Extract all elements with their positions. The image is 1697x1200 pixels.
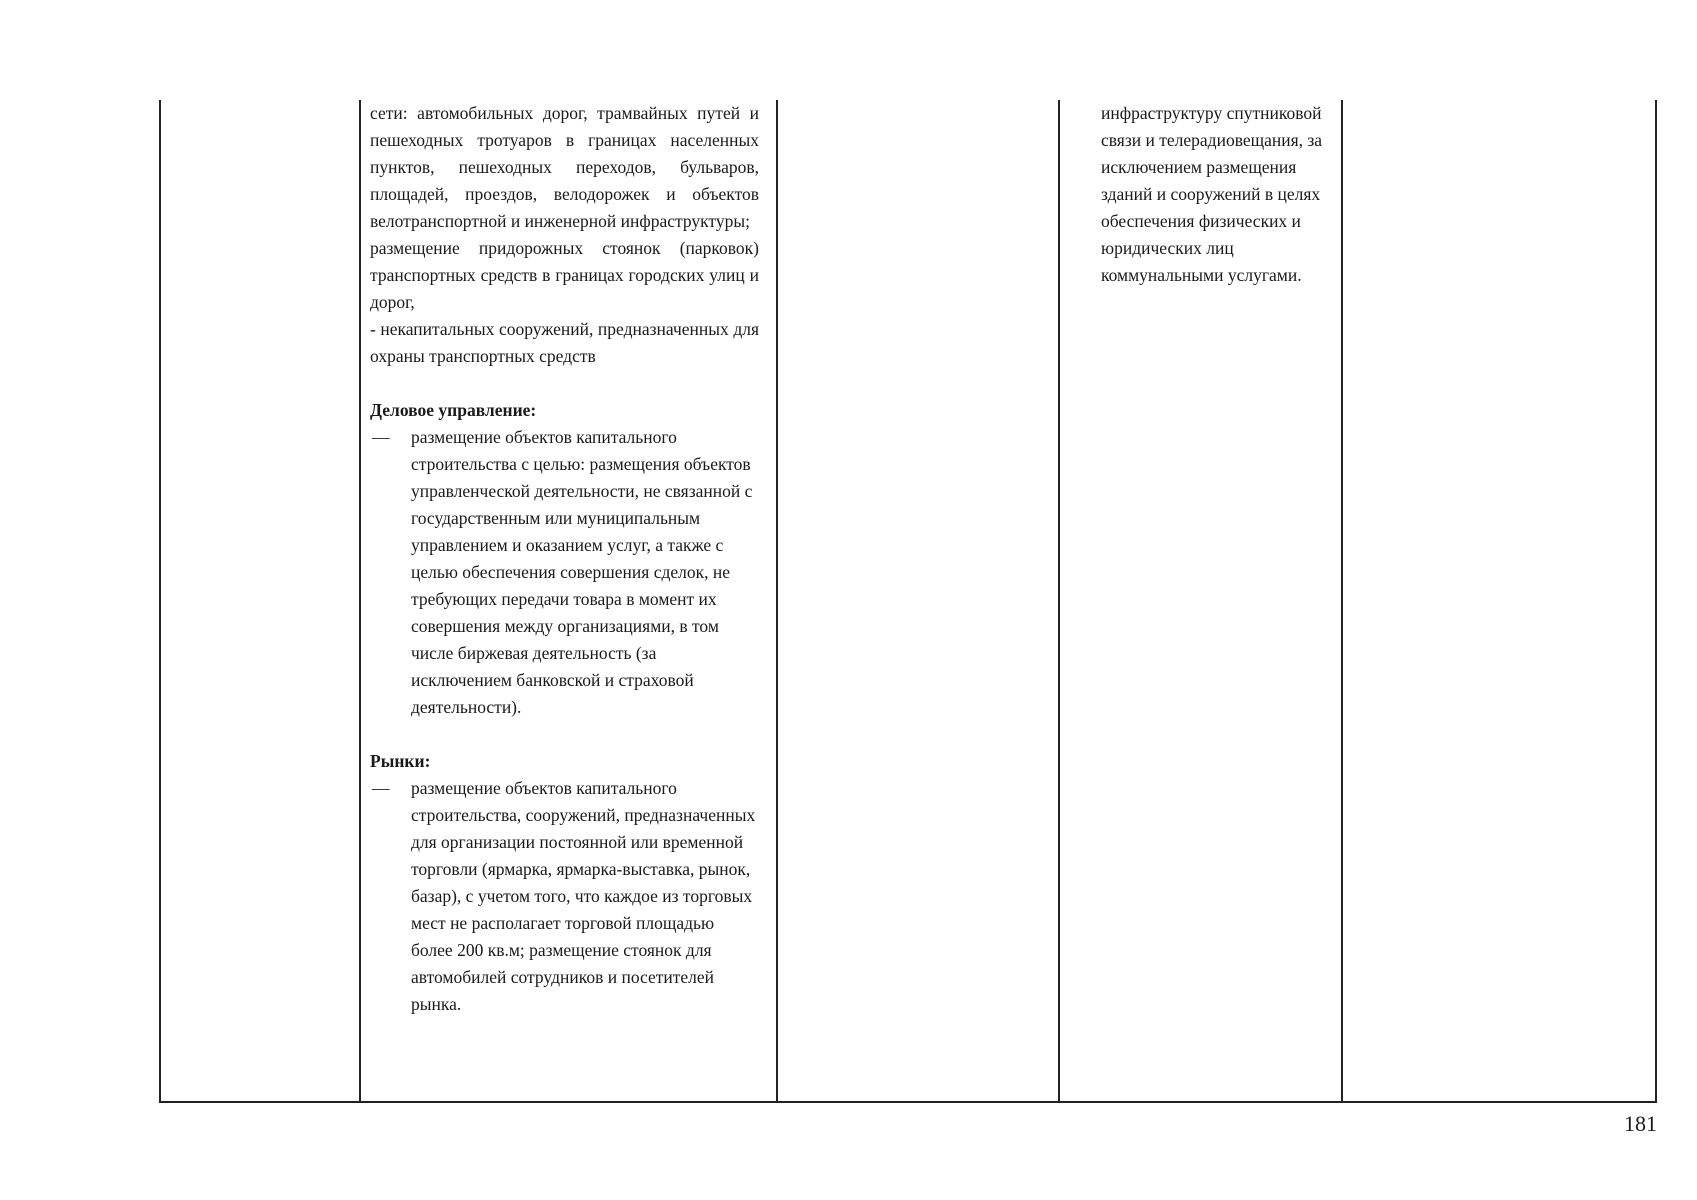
column-divider [1058, 100, 1060, 1101]
permitted-uses-cell [370, 100, 759, 1018]
column-divider [776, 100, 778, 1101]
dash-marker: — [372, 427, 390, 447]
section-heading-business: Деловое управление: [370, 400, 537, 420]
list-item [370, 424, 759, 721]
column-divider [359, 100, 361, 1101]
dash-marker: — [372, 778, 390, 798]
section-heading-markets: Рынки: [370, 751, 431, 771]
list-item [370, 775, 759, 1018]
conditions-cell [1101, 100, 1327, 289]
use-paragraph: размещение придорожных стоянок (парковок) транспортных средств в границах городских улиц и дорог, [370, 238, 759, 312]
condition-text: инфраструктуру спутниковой связи и телерадиовещания, за исключением размещения зданий и сооружений в целях обеспечения физических и юридических лиц коммунальными услугами. [1101, 103, 1323, 285]
column-divider [1341, 100, 1343, 1101]
use-paragraph: сети: автомобильных дорог, трамвайных путей и пешеходных тротуаров в границах населенных пунктов, пешеходных переходов, бульваров, площадей, проездов, велодорожек и объектов велотранспортной и инженерной инфраструктуры; [370, 103, 759, 231]
list-item-text: размещение объектов капитального строительства с целью: размещения объектов управленческой деятельности, не связанной с государственным или муниципальным управлением и оказанием услуг, а также с целью обеспечения совершения сделок, не требующих передачи товара в момент их совершения между организациями, в том числе биржевая деятельность (за исключением банковской и страховой деятельности). [411, 427, 753, 717]
regulations-table [159, 100, 1657, 1103]
list-item-text: размещение объектов капитального строительства, сооружений, предназначенных для организации постоянной или временной торговли (ярмарка, ярмарка-выставка, рынок, базар), с учетом того, что каждое из торговых мест не располагает торговой площадью более 200 кв.м; размещение стоянок для автомобилей сотрудников и посетителей рынка. [411, 778, 756, 1014]
use-paragraph: - некапитальных сооружений, предназначенных для охраны транспортных средств [370, 319, 759, 366]
page-number: 181 [1624, 1111, 1657, 1136]
